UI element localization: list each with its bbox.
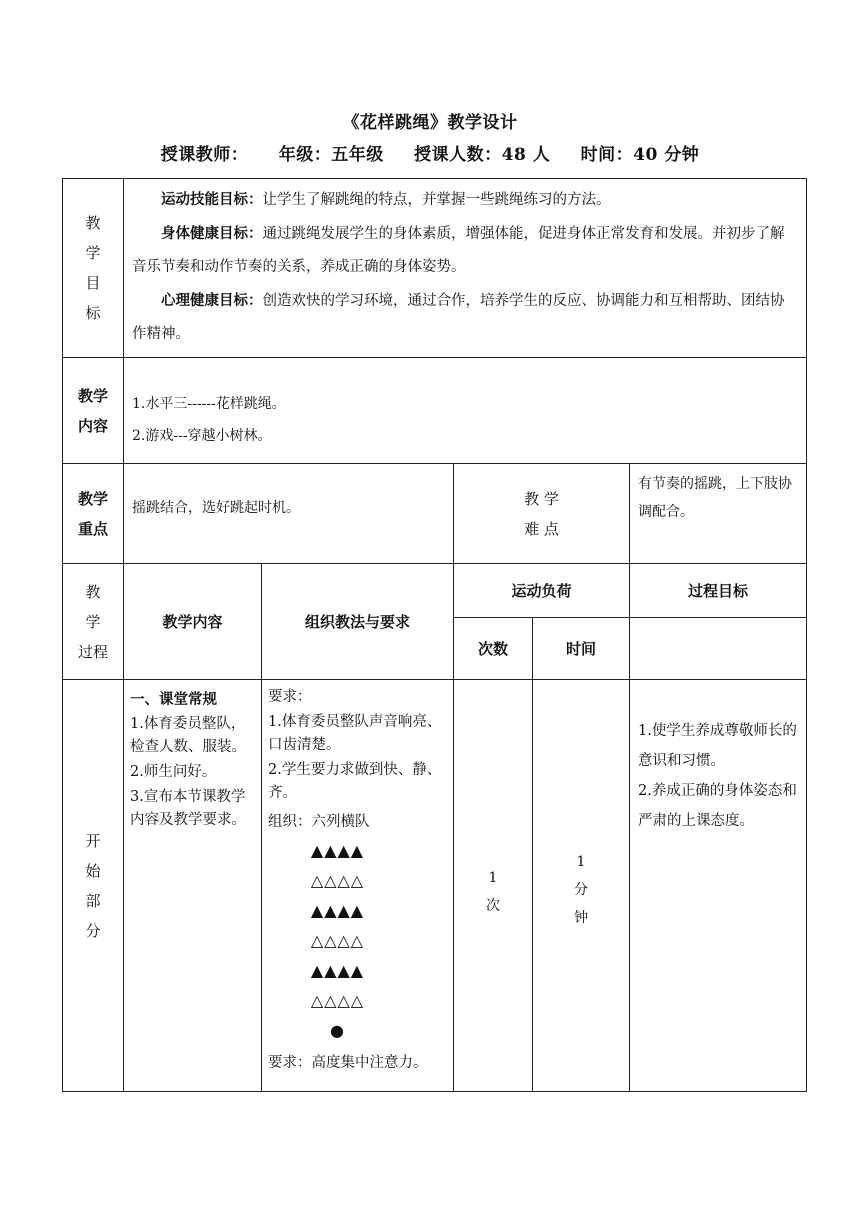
formation-row: △△△△ (310, 931, 365, 950)
method-step: 1.体育委员整队声音响亮、口齿清楚。 (268, 714, 442, 753)
empty-cell (630, 618, 807, 680)
process-header-row (63, 564, 807, 618)
formation-row: △△△△ (310, 991, 365, 1010)
opening-goals (630, 680, 807, 1092)
organization-text: 组织：六列横队 (268, 814, 370, 830)
keypoints-row (63, 464, 807, 564)
content-item: 2.游戏---穿越小树林。 (132, 428, 272, 444)
goal-item: 1.使学生养成尊敬师长的意识和习惯。 (638, 723, 797, 769)
count-header: 次数 (454, 618, 533, 680)
method-header: 组织教法与要求 (262, 564, 454, 680)
time-header: 时间 (533, 618, 630, 680)
student-count-label: 授课人数：48 人 (414, 145, 551, 165)
difficulty-label: 教 学 难 点 (454, 464, 630, 564)
exercise-load-header: 运动负荷 (454, 564, 630, 618)
method-step: 2.学生要力求做到快、静、齐。 (268, 762, 442, 801)
document-title: 《花样跳绳》教学设计 (342, 113, 518, 133)
content-step: 2.师生问好。 (130, 764, 217, 780)
method-footer: 要求：高度集中注意力。 (268, 1055, 428, 1071)
opening-method (262, 680, 454, 1092)
objectives-row (63, 179, 807, 358)
document-subtitle (0, 140, 860, 165)
teacher-label: 授课教师： (160, 145, 249, 165)
motor-skill-objective: 运动技能目标：让学生了解跳绳的特点，并掌握一些跳绳练习的方法。 (161, 191, 611, 208)
content-label: 教学 内容 (63, 358, 124, 464)
keypoints-label: 教学 重点 (63, 464, 124, 564)
process-label: 教 学 过程 (63, 564, 124, 680)
duration-label: 时间：40 分钟 (580, 145, 700, 165)
formation-row: ▲▲▲▲ (310, 901, 365, 920)
formation-row: ▲▲▲▲ (310, 841, 365, 860)
objectives-label: 教 学 目 标 (63, 179, 124, 358)
difficulty-text: 有节奏的摇跳，上下肢协调配合。 (630, 464, 807, 564)
objectives-text (124, 179, 807, 358)
opening-label: 开 始 部 分 (63, 680, 124, 1092)
formation-diagram (268, 836, 447, 1046)
process-goal-header: 过程目标 (630, 564, 807, 618)
content-item: 1.水平三------花样跳绳。 (132, 396, 286, 412)
formation-row: △△△△ (310, 871, 365, 890)
mental-health-objective: 心理健康目标：创造欢快的学习环境，通过合作，培养学生的反应、协调能力和互相帮助、团结协作精神。 (132, 292, 785, 342)
content-text (124, 358, 807, 464)
lesson-plan-table (62, 178, 807, 1092)
teaching-content-header: 教学内容 (124, 564, 262, 680)
grade-label: 年级：五年级 (278, 145, 384, 165)
content-row (63, 358, 807, 464)
opening-content (124, 680, 262, 1092)
opening-time: 1 分 钟 (533, 680, 630, 1092)
teacher-marker: ● (330, 1021, 345, 1040)
content-step: 3.宣布本节课教学内容及教学要求。 (130, 789, 246, 828)
formation-row: ▲▲▲▲ (310, 961, 365, 980)
keypoints-text: 摇跳结合，选好跳起时机。 (124, 464, 454, 564)
method-head: 要求： (268, 689, 312, 705)
content-step: 1.体育委员整队，检查人数、服装。 (130, 716, 246, 755)
opening-section-row (63, 680, 807, 1092)
goal-item: 2.养成正确的身体姿态和严肃的上课态度。 (638, 783, 797, 829)
physical-health-objective: 身体健康目标：通过跳绳发展学生的身体素质，增强体能，促进身体正常发育和发展。并初步了解音乐节奏和动作节奏的关系，养成正确的身体姿势。 (132, 225, 785, 275)
opening-count: 1 次 (454, 680, 533, 1092)
routine-title: 一、课堂常规 (130, 691, 217, 708)
